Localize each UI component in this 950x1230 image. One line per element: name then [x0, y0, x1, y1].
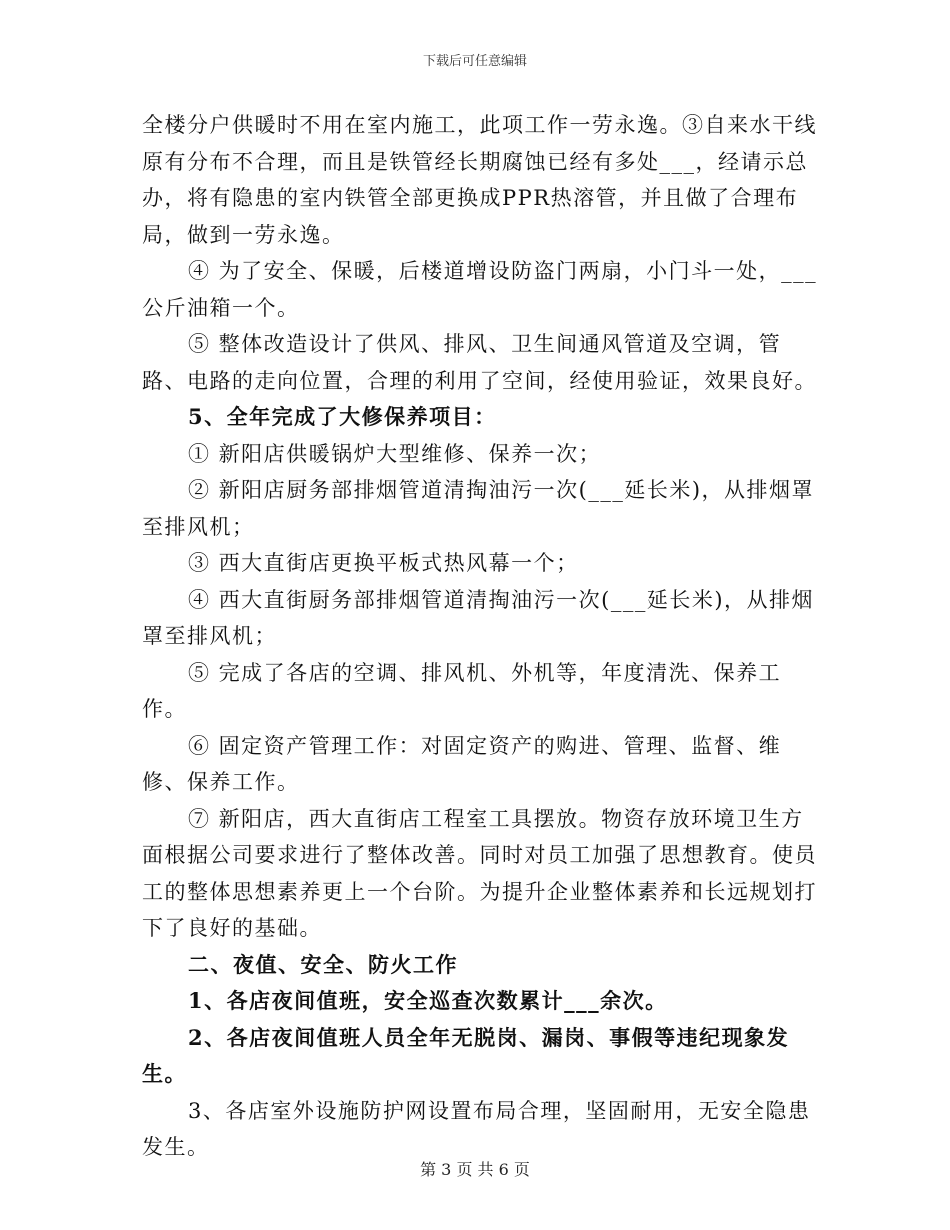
- section-heading-night-safety: 二、夜值、安全、防火工作: [188, 951, 458, 977]
- paragraph-maintenance-2: ② 新阳店厨务部排烟管道清掏油污一次(___延长米)，从排烟罩至排风机；: [142, 478, 815, 539]
- paragraph-maintenance-3: ③ 西大直街店更换平板式热风幕一个；: [188, 551, 579, 575]
- paragraph-maintenance-5: ⑤ 完成了各店的空调、排风机、外机等，年度清洗、保养工作。: [142, 660, 782, 721]
- paragraph-night-patrol: 1、各店夜间值班，安全巡查次数累计___余次。: [188, 988, 668, 1013]
- paragraph-maintenance-6: ⑥ 固定资产管理工作：对固定资产的购进、管理、监督、维修、保养工作。: [142, 733, 782, 794]
- paragraph-night-staff: 2、各店夜间值班人员全年无脱岗、漏岗、事假等违纪现象发生。: [142, 1024, 790, 1086]
- paragraph-maintenance-1: ① 新阳店供暖锅炉大型维修、保养一次；: [188, 441, 602, 466]
- paragraph-outdoor-facilities: 3、各店室外设施防护网设置布局合理，坚固耐用，无安全隐患发生。: [142, 1098, 811, 1159]
- paragraph-maintenance-7: ⑦ 新阳店，西大直街店工程室工具摆放。物资存放环境卫生方面根据公司要求进行了整体改善。同时对员工加强了思想教育。使员工的整体思想素养更上一个台阶。为提升企业整体素养和长远规划打下了良好的基础。: [142, 806, 817, 940]
- paragraph-item-4-doors: ④ 为了安全、保暖，后楼道增设防盗门两扇，小门斗一处，___公斤油箱一个。: [142, 259, 818, 320]
- section-heading-maintenance: 5、全年完成了大修保养项目：: [188, 404, 497, 429]
- paragraph-item-5-ventilation: ⑤ 整体改造设计了供风、排风、卫生间通风管道及空调，管路、电路的走向位置，合理的利用了空间，经使用验证，效果良好。: [142, 332, 817, 393]
- paragraph-maintenance-4: ④ 西大直街厨务部排烟管道清掏油污一次(___延长米)，从排烟罩至排风机；: [142, 587, 815, 648]
- page-footer: 第 3 页 共 6 页: [420, 1160, 530, 1179]
- page-header: 下载后可任意编辑: [422, 54, 527, 69]
- paragraph-continued: 全楼分户供暖时不用在室内施工，此项工作一劳永逸。③自来水干线原有分布不合理，而且是铁管经长期腐蚀已经有多处___，经请示总办，将有隐患的室内铁管全部更换成PPR热溶管，并且做了合理布局，做到一劳永逸。: [142, 113, 817, 247]
- document-body: [142, 107, 822, 1166]
